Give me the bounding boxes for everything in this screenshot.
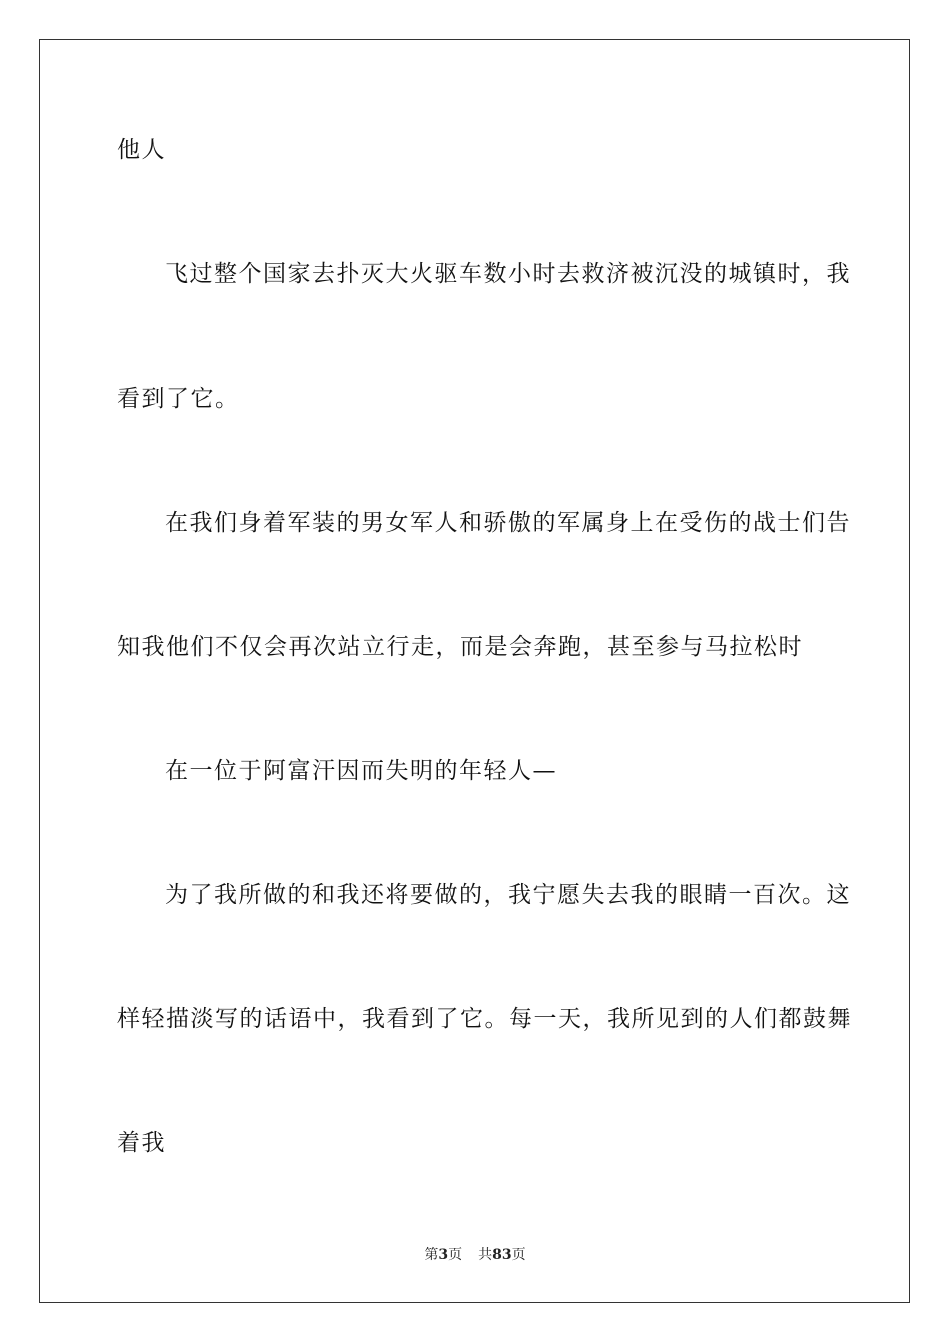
text-line-2: 飞过整个国家去扑灭大火驱车数小时去救济被沉没的城镇时，我 — [165, 261, 851, 287]
text-line-6: 在一位于阿富汗因而失明的年轻人— — [165, 758, 557, 784]
text-line-7: 为了我所做的和我还将要做的，我宁愿失去我的眼睛一百次。这 — [165, 882, 851, 908]
total-prefix: 共 — [478, 1247, 493, 1263]
text-line-8: 样轻描淡写的话语中，我看到了它。每一天，我所见到的人们都鼓舞 — [117, 1006, 852, 1032]
page-suffix: 页 — [448, 1247, 463, 1263]
text-line-9: 着我 — [117, 1130, 166, 1156]
text-line-3: 看到了它。 — [117, 386, 240, 412]
page-border — [39, 39, 910, 1303]
text-line-4: 在我们身着军装的男女军人和骄傲的军属身上在受伤的战士们告 — [165, 510, 851, 536]
total-pages: 83 — [492, 1247, 512, 1263]
page-prefix: 第 — [424, 1247, 439, 1263]
total-suffix: 页 — [511, 1247, 526, 1263]
page-number: 3 — [438, 1247, 449, 1263]
page-footer — [0, 1245, 950, 1265]
text-line-5: 知我他们不仅会再次站立行走，而是会奔跑，甚至参与马拉松时 — [117, 634, 803, 660]
text-line-1: 他人 — [117, 137, 166, 163]
